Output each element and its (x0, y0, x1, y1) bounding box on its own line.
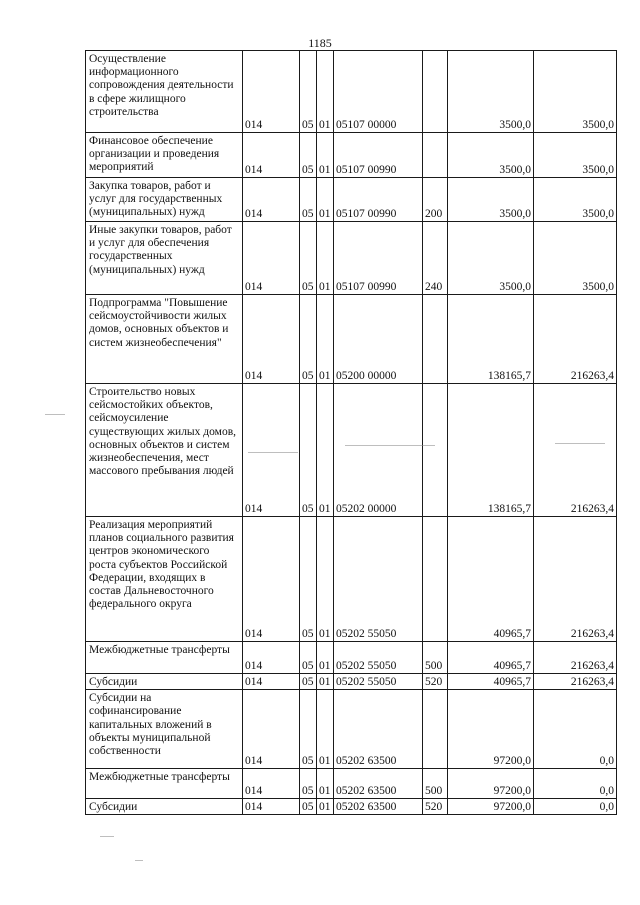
row-subsection: 01 (317, 178, 334, 222)
row-ved: 014 (243, 769, 300, 799)
row-ved: 014 (243, 690, 300, 769)
row-subsection: 01 (317, 295, 334, 384)
row-target-article: 05202 63500 (334, 769, 423, 799)
row-amount-1: 138165,7 (448, 384, 534, 517)
table-row (86, 51, 617, 133)
table-row (86, 642, 617, 674)
row-subsection: 01 (317, 674, 334, 690)
row-section: 05 (300, 799, 317, 815)
row-expense-type: 500 (423, 642, 448, 674)
row-amount-1: 3500,0 (448, 178, 534, 222)
row-target-article: 05107 00000 (334, 51, 423, 133)
row-expense-type: 500 (423, 769, 448, 799)
row-target-article: 05202 55050 (334, 674, 423, 690)
table-row (86, 133, 617, 178)
row-amount-1: 40965,7 (448, 517, 534, 642)
row-name: Строительство новых сейсмостойких объектов, сейсмоусиление существующих жилых домов, основных объектов и систем жизнеобеспечения, мест массового пребывания людей (86, 384, 243, 517)
row-subsection: 01 (317, 51, 334, 133)
row-amount-1: 97200,0 (448, 769, 534, 799)
row-expense-type: 520 (423, 799, 448, 815)
row-amount-1: 3500,0 (448, 133, 534, 178)
row-target-article: 05202 55050 (334, 642, 423, 674)
row-subsection: 01 (317, 133, 334, 178)
row-ved: 014 (243, 799, 300, 815)
row-section: 05 (300, 384, 317, 517)
table-row (86, 799, 617, 815)
row-name: Межбюджетные трансферты (86, 642, 243, 674)
row-target-article: 05202 55050 (334, 517, 423, 642)
row-expense-type (423, 384, 448, 517)
row-amount-1: 138165,7 (448, 295, 534, 384)
row-ved: 014 (243, 222, 300, 295)
row-target-article: 05107 00990 (334, 222, 423, 295)
row-subsection: 01 (317, 769, 334, 799)
row-amount-2: 216263,4 (534, 642, 617, 674)
row-subsection: 01 (317, 384, 334, 517)
row-ved: 014 (243, 674, 300, 690)
row-section: 05 (300, 178, 317, 222)
row-amount-2: 0,0 (534, 799, 617, 815)
row-expense-type (423, 51, 448, 133)
row-subsection: 01 (317, 799, 334, 815)
row-subsection: 01 (317, 517, 334, 642)
row-amount-1: 3500,0 (448, 51, 534, 133)
row-section: 05 (300, 133, 317, 178)
row-name: Реализация мероприятий планов социального развития центров экономического роста субъектов Российской Федерации, входящих в состав Дальневосточного федерального округа (86, 517, 243, 642)
row-amount-2: 0,0 (534, 690, 617, 769)
row-ved: 014 (243, 517, 300, 642)
row-subsection: 01 (317, 222, 334, 295)
row-expense-type: 520 (423, 674, 448, 690)
row-ved: 014 (243, 295, 300, 384)
table-row (86, 517, 617, 642)
row-amount-2: 3500,0 (534, 51, 617, 133)
row-expense-type (423, 517, 448, 642)
row-target-article: 05200 00000 (334, 295, 423, 384)
table-row (86, 674, 617, 690)
row-target-article: 05107 00990 (334, 133, 423, 178)
scan-artifact (135, 860, 143, 861)
row-target-article: 05202 63500 (334, 799, 423, 815)
table-row (86, 384, 617, 517)
scan-artifact (45, 414, 65, 415)
table-row (86, 178, 617, 222)
row-amount-2: 3500,0 (534, 222, 617, 295)
row-subsection: 01 (317, 690, 334, 769)
budget-table (85, 50, 617, 815)
row-name: Иные закупки товаров, работ и услуг для обеспечения государственных (муниципальных) нужд (86, 222, 243, 295)
table-row (86, 690, 617, 769)
row-name: Субсидии (86, 674, 243, 690)
row-amount-1: 97200,0 (448, 799, 534, 815)
row-amount-2: 216263,4 (534, 295, 617, 384)
row-amount-1: 40965,7 (448, 674, 534, 690)
row-amount-1: 40965,7 (448, 642, 534, 674)
row-section: 05 (300, 674, 317, 690)
scan-artifact (248, 452, 298, 453)
row-target-article: 05202 63500 (334, 690, 423, 769)
row-section: 05 (300, 690, 317, 769)
row-name: Субсидии на софинансирование капитальных вложений в объекты муниципальной собственности (86, 690, 243, 769)
row-amount-2: 0,0 (534, 769, 617, 799)
row-section: 05 (300, 51, 317, 133)
row-target-article: 05202 00000 (334, 384, 423, 517)
row-ved: 014 (243, 178, 300, 222)
page-number: 1185 (308, 36, 332, 50)
row-expense-type (423, 690, 448, 769)
row-name: Субсидии (86, 799, 243, 815)
row-expense-type: 200 (423, 178, 448, 222)
row-amount-2: 216263,4 (534, 384, 617, 517)
row-amount-1: 3500,0 (448, 222, 534, 295)
row-name: Финансовое обеспечение организации и проведения мероприятий (86, 133, 243, 178)
row-name: Осуществление информационного сопровождения деятельности в сфере жилищного строительства (86, 51, 243, 133)
row-amount-2: 216263,4 (534, 517, 617, 642)
row-amount-1: 97200,0 (448, 690, 534, 769)
row-target-article: 05107 00990 (334, 178, 423, 222)
row-expense-type: 240 (423, 222, 448, 295)
row-subsection: 01 (317, 642, 334, 674)
row-ved: 014 (243, 642, 300, 674)
table-row (86, 222, 617, 295)
table-row (86, 295, 617, 384)
row-expense-type (423, 295, 448, 384)
row-name: Закупка товаров, работ и услуг для государственных (муниципальных) нужд (86, 178, 243, 222)
row-ved: 014 (243, 133, 300, 178)
scan-artifact (555, 443, 605, 444)
row-expense-type (423, 133, 448, 178)
row-section: 05 (300, 295, 317, 384)
row-name: Межбюджетные трансферты (86, 769, 243, 799)
row-section: 05 (300, 222, 317, 295)
row-ved: 014 (243, 384, 300, 517)
row-section: 05 (300, 642, 317, 674)
row-amount-2: 216263,4 (534, 674, 617, 690)
row-name: Подпрограмма "Повышение сейсмоустойчивости жилых домов, основных объектов и систем жизнеобеспечения" (86, 295, 243, 384)
row-amount-2: 3500,0 (534, 178, 617, 222)
scan-artifact (100, 836, 114, 837)
row-ved: 014 (243, 51, 300, 133)
row-section: 05 (300, 769, 317, 799)
row-amount-2: 3500,0 (534, 133, 617, 178)
table-row (86, 769, 617, 799)
scan-artifact (345, 445, 435, 446)
row-section: 05 (300, 517, 317, 642)
